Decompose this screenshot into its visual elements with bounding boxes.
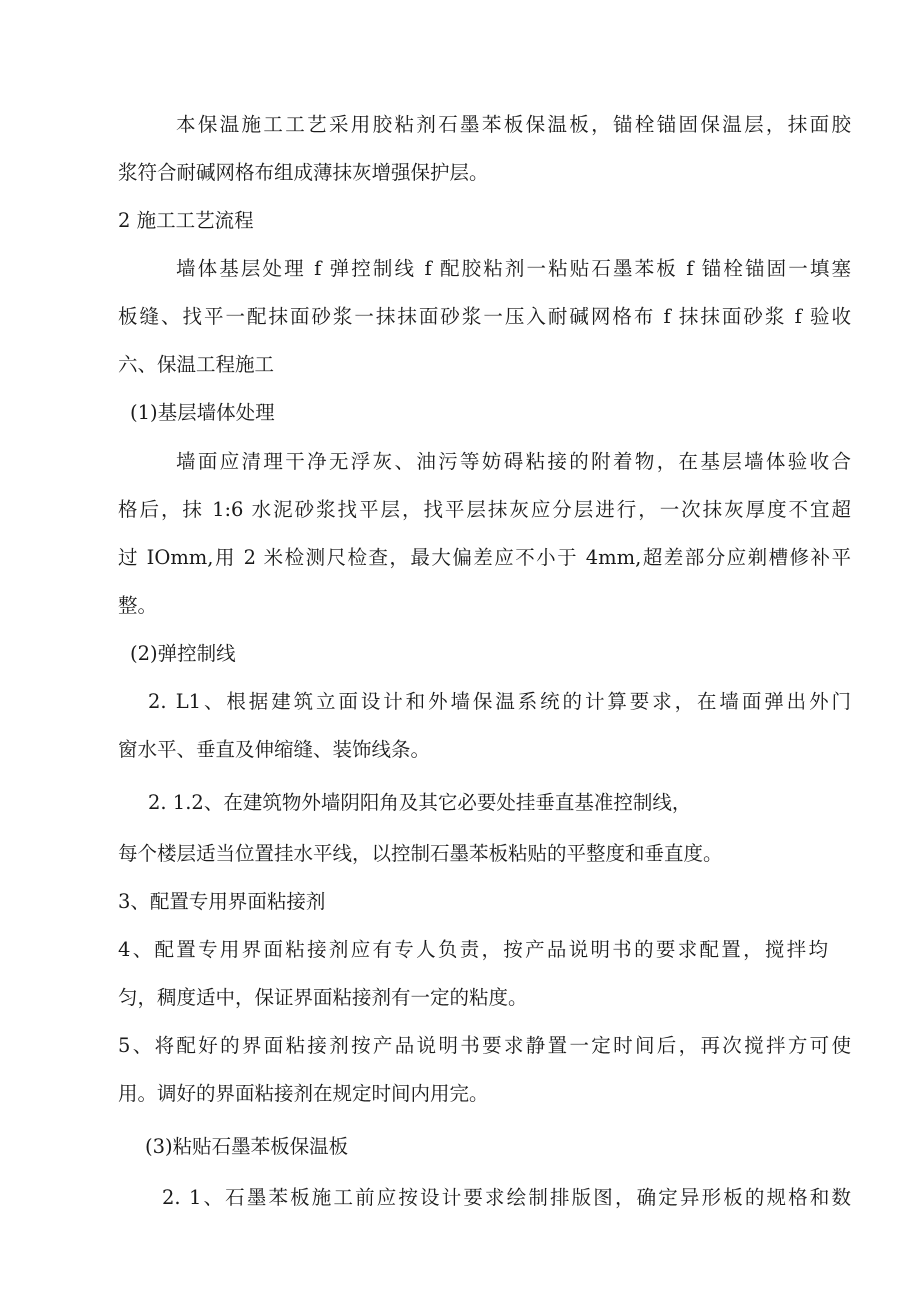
paragraph-agent-5-line-1: 5、将配好的界面粘接剂按产品说明书要求静置一定时间后，再次搅拌方可使 (118, 1034, 851, 1057)
paragraph-flow-line-1: 墙体基层处理 f 弹控制线 f 配胶粘剂一粘贴石墨苯板 f 锚栓锚固一填塞 (176, 257, 851, 280)
paragraph-control-1-line-1: 2. L1、根据建筑立面设计和外墙保温系统的计算要求，在墙面弹出外门 (148, 690, 851, 713)
heading-control-lines: (2)弹控制线 (130, 642, 236, 665)
paragraph-control-2-line-2: 每个楼层适当位置挂水平线，以控制石墨苯板粘贴的平整度和垂直度。 (118, 842, 723, 865)
paragraph-intro-line-2: 浆符合耐碱网格布组成薄抹灰增强保护层。 (118, 161, 489, 184)
paragraph-agent-5-line-2: 用。调好的界面粘接剂在规定时间内用完。 (118, 1082, 489, 1105)
heading-section-six: 六、保温工程施工 (118, 353, 275, 376)
paragraph-agent-4-line-1: 4、配置专用界面粘接剂应有专人负责，按产品说明书的要求配置，搅拌均 (118, 938, 828, 961)
paragraph-control-2-line-1: 2. 1.2、在建筑物外墙阴阳角及其它必要处挂垂直基准控制线， (148, 791, 692, 814)
paragraph-intro-line-1: 本保温施工工艺采用胶粘剂石墨苯板保温板，锚栓锚固保温层，抹面胶 (176, 113, 851, 136)
heading-interface-agent: 3、配置专用界面粘接剂 (118, 890, 326, 913)
heading-paste-board: (3)粘贴石墨苯板保温板 (145, 1135, 349, 1158)
heading-process: 2 施工工艺流程 (118, 209, 254, 232)
heading-base-wall: (1)基层墙体处理 (130, 401, 275, 424)
paragraph-base-wall-line-3: 过 IOmm,用 2 米检测尺检查，最大偏差应不小于 4mm,超差部分应剃槽修补平 (118, 546, 851, 569)
paragraph-agent-4-line-2: 匀，稠度适中，保证界面粘接剂有一定的粘度。 (118, 986, 528, 1009)
paragraph-board-line-1: 2. 1、石墨苯板施工前应按设计要求绘制排版图，确定异形板的规格和数 (162, 1186, 851, 1209)
paragraph-base-wall-line-1: 墙面应清理干净无浮灰、油污等妨碍粘接的附着物，在基层墙体验收合 (176, 450, 851, 473)
paragraph-base-wall-line-2: 格后，抹 1:6 水泥砂浆找平层，找平层抹灰应分层进行，一次抹灰厚度不宜超 (118, 498, 851, 521)
paragraph-flow-line-2: 板缝、找平一配抹面砂浆一抹抹面砂浆一压入耐碱网格布 f 抹抹面砂浆 f 验收 (118, 305, 851, 328)
paragraph-control-1-line-2: 窗水平、垂直及伸缩缝、装饰线条。 (118, 738, 431, 761)
paragraph-base-wall-line-4: 整。 (118, 594, 158, 617)
